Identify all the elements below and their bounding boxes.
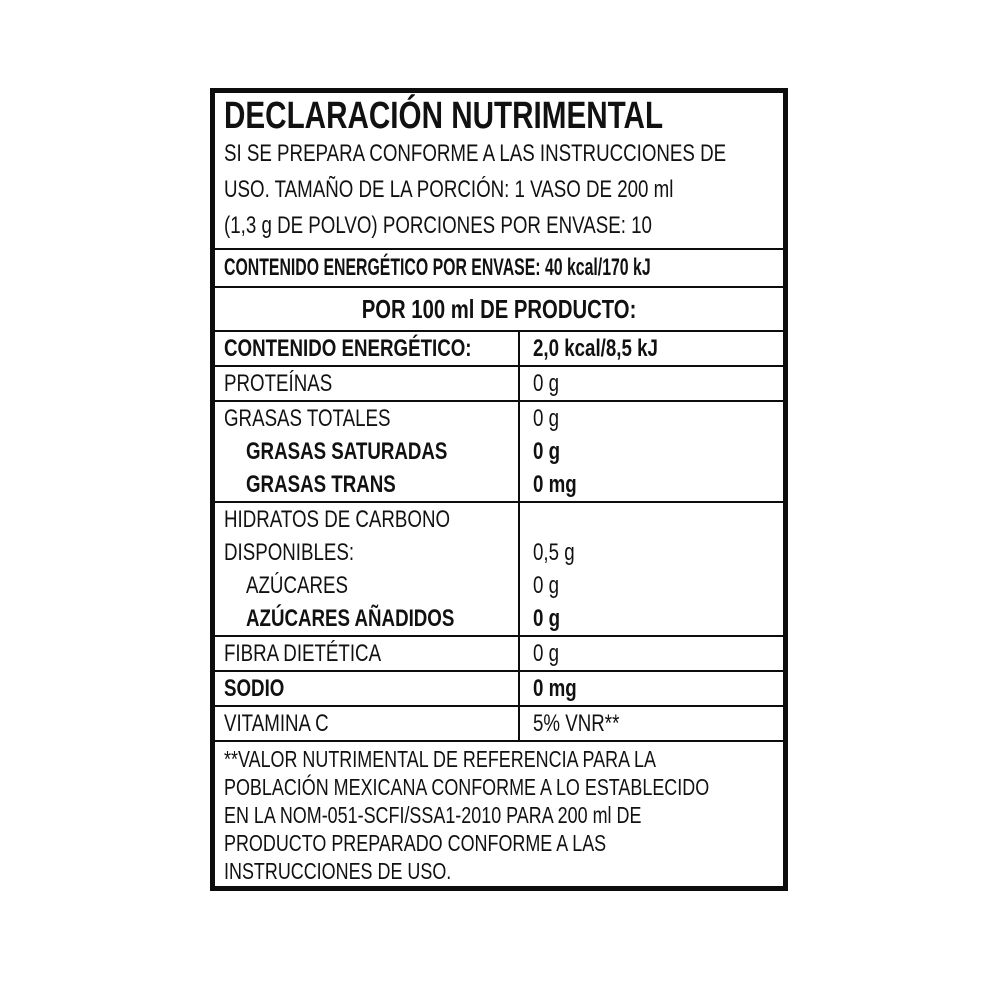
row-label: GRASAS TRANS [246,471,396,498]
row-azucares [215,569,783,602]
intro-line-3: (1,3 g DE POLVO) PORCIONES POR ENVASE: 10 [224,212,652,239]
section-sodio [215,672,783,707]
row-grasas-trans [215,468,783,501]
row-label: GRASAS SATURADAS [246,438,448,465]
section-hidratos [215,503,783,637]
row-value: 0 g [518,569,783,602]
page-title [224,96,774,136]
energy-per-package-row [215,248,783,286]
footnote-line-5: INSTRUCCIONES DE USO. [224,858,452,884]
nutrition-table [215,330,783,740]
row-label: FIBRA DIETÉTICA [224,640,382,667]
row-value: 0 g [518,367,783,400]
intro-line-1: SI SE PREPARA CONFORME A LAS INSTRUCCIONES DE [224,140,727,167]
section-vitamina-c [215,707,783,740]
row-contenido-energetico [215,332,783,365]
footnote-line-1: **VALOR NUTRIMENTAL DE REFERENCIA PARA LA [224,746,656,772]
per-100ml-heading-text: POR 100 ml DE PRODUCTO: [361,294,637,324]
page-title-text: DECLARACIÓN NUTRIMENTAL [224,95,664,137]
intro-line-2: USO. TAMAÑO DE LA PORCIÓN: 1 VASO DE 200 ml [224,176,674,203]
row-fibra-dietetica [215,637,783,670]
row-value: 0 g [518,637,783,670]
row-value: 0 g [518,435,783,468]
row-label: VITAMINA C [224,710,329,737]
row-value: 5% VNR** [518,707,783,740]
row-value-text: 0,5 g [533,539,575,566]
row-value: 2,0 kcal/8,5 kJ [518,332,783,365]
row-proteinas [215,367,783,400]
footnote [215,740,783,885]
row-grasas-saturadas [215,435,783,468]
per-100ml-heading [215,286,783,330]
footnote-line-3: EN LA NOM-051-SCFI/SSA1-2010 PARA 200 ml DE [224,802,642,828]
row-value: 0 mg [518,672,783,705]
row-sodio [215,672,783,705]
nutrition-label [210,88,788,891]
row-label: CONTENIDO ENERGÉTICO: [224,335,472,362]
row-label: PROTEÍNAS [224,370,333,397]
value-spacer [533,503,783,536]
section-proteinas [215,367,783,402]
row-value: 0 g [518,602,783,635]
row-grasas-totales [215,402,783,435]
row-label [215,503,518,569]
row-label-line-2: DISPONIBLES: [224,539,355,566]
row-value: 0 mg [518,468,783,501]
row-label: AZÚCARES [246,572,348,599]
section-grasas [215,402,783,503]
row-label: AZÚCARES AÑADIDOS [246,605,455,632]
row-value: 0 g [518,402,783,435]
energy-per-package-text: CONTENIDO ENERGÉTICO POR ENVASE: 40 kcal/170 kJ [224,254,651,281]
footnote-line-2: POBLACIÓN MEXICANA CONFORME A LO ESTABLECIDO [224,774,710,800]
label-header [215,93,783,248]
row-label: SODIO [224,675,285,702]
row-azucares-anadidos [215,602,783,635]
footnote-line-4: PRODUCTO PREPARADO CONFORME A LAS [224,830,607,856]
row-vitamina-c [215,707,783,740]
row-hidratos-de-carbono [215,503,783,569]
section-contenido-energetico [215,332,783,367]
section-fibra [215,637,783,672]
row-value [518,503,783,569]
row-label-line-1: HIDRATOS DE CARBONO [224,506,451,533]
row-label: GRASAS TOTALES [224,405,391,432]
